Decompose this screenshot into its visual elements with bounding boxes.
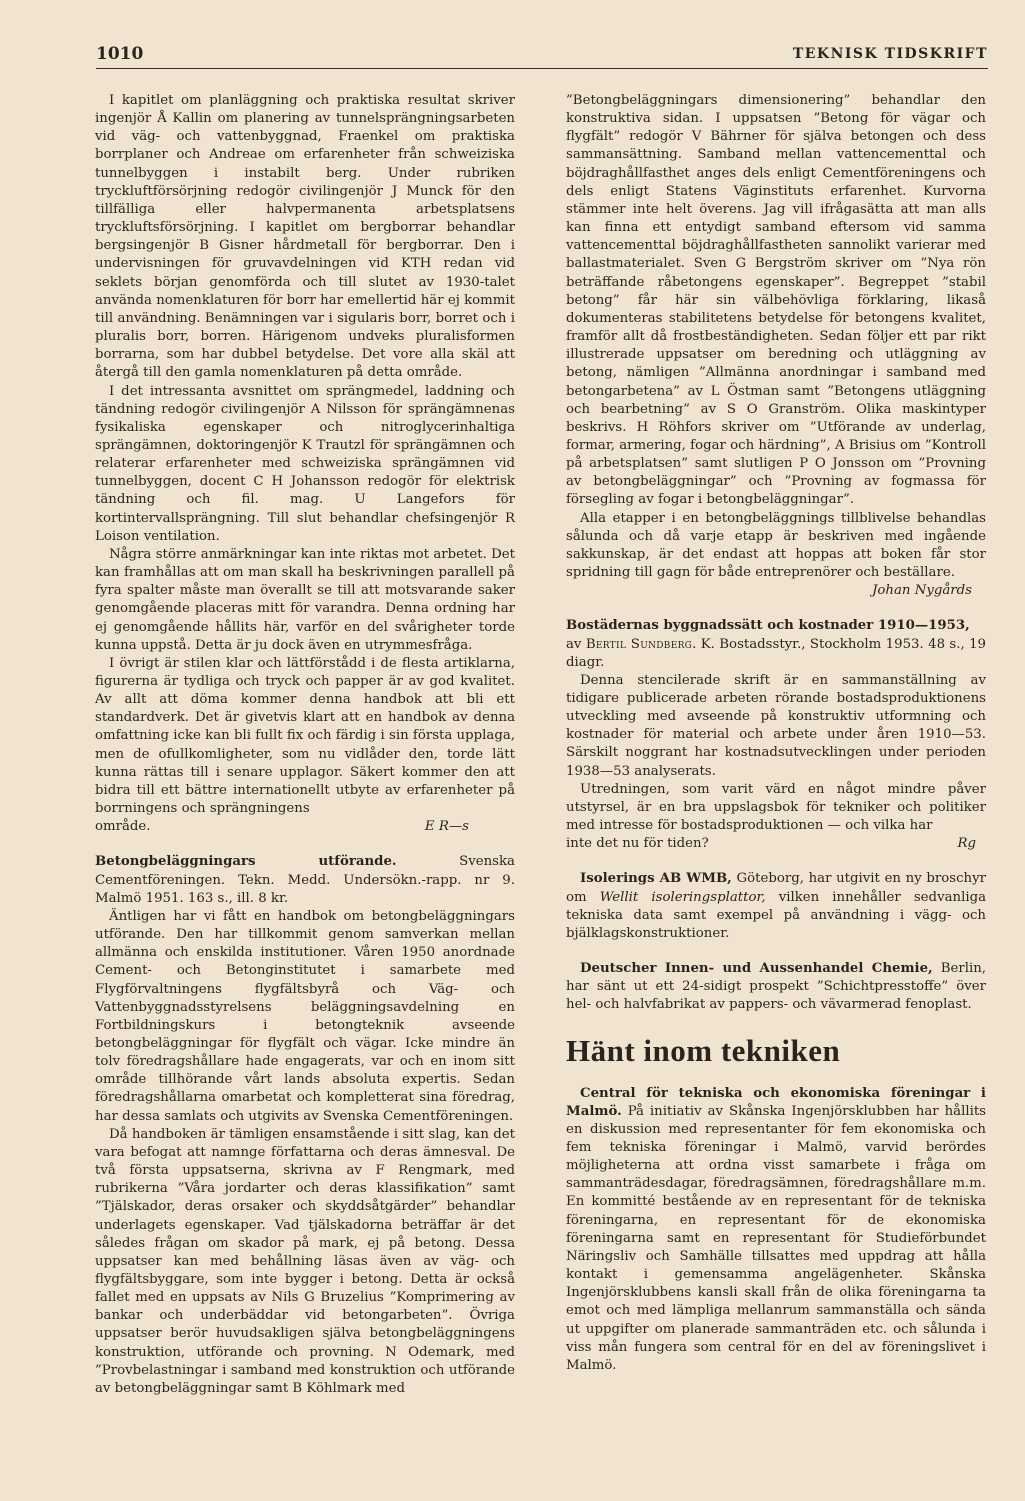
review3-meta-post: . K. Bostadsstyr., Stockholm 1953. 48 s., 19 diagr. bbox=[566, 636, 986, 670]
left-column bbox=[95, 92, 515, 1398]
review2-paragraph-1: Äntligen har vi fått en handbok om betongbeläggningars utförande. Den har tillkommit genom samverkan mellan allmänna och enskilda institutioner. Våren 1950 anordnade Cement- och Betonginstitutet i samarbete med Flygförvaltningens flygfältsbyrå och Väg- och Vattenbyggnadsstyrelsens beläggningsavdelning en Fortbildningskurs i betongteknik avseende betongbeläggningar för flygfält och vägar. Icke mindre än tolv föredragshållare hade engagerats, var och en inom sitt område tillhörande vårt lands absoluta expertis. Sedan föredragshållarna omarbetat och kompletterat sina föredrag, har dessa samlats och utgivits av Svenska Cementföreningen. bbox=[95, 908, 515, 1124]
review3-heading bbox=[566, 617, 986, 671]
review1-paragraph-4: I övrigt är stilen klar och lättförstådd i de flesta artiklarna, figurerna är tydliga och tryck och papper är av god kvalitet. Av allt att döma kommer denna handbok att bli ett standardverk. Det är givetvis klart att en handbok av denna omfattning icke kan bli fullt fix och färdig i sin första upplaga, men de ofullkomligheter, som nu vidlåder den, torde lätt kunna rättas till i senare upplagor. Säkert kommer den att bidra till ett bättre internationellt utbyte av erfarenheter på borrningens och sprängningens bbox=[95, 655, 515, 817]
right-column bbox=[566, 92, 986, 1375]
review1-paragraph-2: I det intressanta avsnittet om sprängmedel, laddning och tändning redogör civilingenjör A Nilsson för sprängämnenas fysikaliska egenskaper och nitroglycerinhaltiga sprängämnen, doktoringenjör K Trautzl för sprängämnen och relaterar erfarenheter med schweiziska sprängämnen vid tunnelbyggen, docent C H Johansson redogör för elektrisk tändning och fil. mag. U Langefors för kortintervallsprängning. Till slut behandlar chefsingenjör R Loison ventilation. bbox=[95, 383, 515, 544]
review2-signature: Johan Nygårds bbox=[872, 583, 972, 599]
review3-closing-line bbox=[566, 835, 986, 853]
section-item-title: Central för tekniska och ekonomiska föreningar i Malmö. bbox=[566, 1085, 986, 1119]
section-item-text: På initiativ av Skånska Ingenjörsklubben har hållits en diskussion med representanter för fem ekonomiska och fem tekniska föreningar i Malmö, varvid berördes möjligheterna att ordna visst samarbete i fråga om sammanträdesdagar, föredragsämnen, föredragshållare m.m. En kommitté bestående av en representant för de tekniska föreningarna, en representant för de ekonomiska föreningarna samt en representant för Studieförbundet Näringsliv och Samhälle tillsattes med uppdrag att hålla kontakt i gemensamma angelägenheter. Skånska Ingenjörsklubbens kansli skall från de olika föreningarna ta emot och med lämpliga mellanrum sammanställa och sända ut uppgifter om planerade sammanträden etc. och sålunda i viss mån fungera som central för en del av föreningslivet i Malmö. bbox=[566, 1103, 986, 1373]
review3-meta-pre: av bbox=[566, 636, 586, 652]
review3-title: Bostädernas byggnadssätt och kostnader 1910—1953, bbox=[566, 618, 970, 634]
review3-signature: Rg bbox=[957, 836, 976, 852]
review1-paragraph-4-end: område. bbox=[95, 819, 151, 835]
review1-paragraph-3: Några större anmärkningar kan inte riktas mot arbetet. Det kan framhållas att om man skall ha beskrivningen parallell på fyra spalter måste man överallt se till att motsvarande saker genomgående placeras mitt för varandra. Denna ordning har ej genomgående hållits här, varför en del svårigheter torde kunna uppstå. Detta är ju dock även en utrymmesfråga. bbox=[95, 546, 515, 653]
review3-paragraph-1: Denna stencilerade skrift är en sammanställning av tidigare publicerade arbeten rörande bostadsproduktionens utveckling med avseende på konstruktiv utformning och kostnader för material och arbete under åren 1910—53. Särskilt noggrant har kostnadsutvecklingen under perioden 1938—53 analyserats. bbox=[566, 672, 986, 779]
page-number: 1010 bbox=[96, 44, 144, 64]
review2-heading bbox=[95, 853, 515, 907]
review3-paragraph-2: Utredningen, som varit värd en något mindre påver utstyrsel, är en bra uppslagsbok för tekniker och politiker med intresse för bostadsproduktionen — och vilka har bbox=[566, 781, 986, 834]
review1-closing-line bbox=[95, 818, 515, 836]
review1-signature: E R—s bbox=[424, 819, 469, 835]
notice1-text-pre: Göteborg, har utgivit en ny broschyr om bbox=[566, 871, 986, 905]
notice2-text: Berlin, har sänt ut ett 24-sidigt prospekt ”Schichtpresstoffe” över hel- och halvfabrikat av pappers- och vävarmerad fenoplast. bbox=[566, 961, 986, 1013]
page-header bbox=[96, 38, 988, 69]
section-title: Hänt inom tekniken bbox=[566, 1032, 841, 1068]
notice-deutscher bbox=[566, 960, 986, 1014]
notice1-title: Isolerings AB WMB, bbox=[580, 871, 732, 887]
notice1-product: Wellit isoleringsplattor, bbox=[599, 889, 766, 905]
journal-title: TEKNISK TIDSKRIFT bbox=[792, 46, 988, 62]
review2-paragraph-2: Då handboken är tämligen ensamstående i sitt slag, kan det vara befogat att namnge författarna och deras ämnesval. De två första uppsatserna, skrivna av F Rengmark, med rubrikerna ”Våra jordarter och deras klassifikation” samt ”Tjälskador, deras orsaker och skyddsåtgärder” behandlar underlagets egenskaper. Vad tjälskadorna beträffar är det således frågan om skador på mark, ej på betong. Dessa uppsatser kan med behållning läsas även av väg- och flygfältsbyggare, som inte bygger i betong. Detta är också fallet med en uppsats av Nils G Bruzelius ”Komprimering av bankar och underbäddar vid betongarbeten”. Övriga uppsatser berör huvudsakligen själva betongbeläggningens konstruktion, utförande och provning. N Odemark, med ”Provbelastningar i samband med konstruktion och utförande av betongbeläggningar samt B Köhlmark med bbox=[95, 1126, 515, 1396]
review2-cont-paragraph-1: ”Betongbeläggningars dimensionering” behandlar den konstruktiva sidan. I uppsatsen ”Betong för vägar och flygfält” redogör V Bährner för själva betongen och dess sammansättning. Samband mellan vattencementtal och böjdraghållfasthet anges dels enligt Cementföreningens och dels enligt Statens Väginstituts erfarenhet. Kurvorna stämmer inte helt överens. Jag vill ifrågasätta att man alls kan finna ett entydigt samband eftersom vid samma vattencementtal böjdraghållfastheten sannolikt varierar med ballastmaterialet. Sven G Bergström skriver om ”Nya rön beträffande råbetongens egenskaper”. Begreppet ”stabil betong” får här sin välbehövliga förklaring, likaså dokumenteras stabilitetens betydelse för betongens kvalitet, framför allt då frostbeständigheten. Sedan följer ett par rikt illustrerade uppsatser om beredning och utläggning av betong, nämligen ”Allmänna anordningar i samband med betongarbetena” av L Östman samt ”Betongens utläggning och bearbetning” av S O Granström. Olika maskintyper beskrivs. H Röhfors skriver om ”Utförande av underlag, formar, armering, fogar och härdning”, A Brisius om ”Kontroll på arbetsplatsen” samt slutligen P O Jonsson om ”Provning av betongbeläggningar” och ”Provning av fogmassa för försegling av fogar i betongbeläggningar”. bbox=[566, 93, 986, 508]
review3-paragraph-2-end: inte det nu för tiden? bbox=[566, 836, 709, 852]
notice-isolerings bbox=[566, 870, 986, 943]
review1-paragraph-1: I kapitlet om planläggning och praktiska resultat skriver ingenjör Å Kallin om planering av tunnelsprängningsarbeten vid väg- och vattenbyggnad, Fraenkel om praktiska borrplaner och Andreae om erfarenheter från schweiziska tunnelbyggen i instabilt berg. Under rubriken tryckluftförsörjning redogör civilingenjör J Munck för den tillfälliga eller halvpermanenta arbetsplatsens tryckluftsförsörjning. I kapitlet om bergborrar behandlar bergsingenjör B Gisner hårdmetall för bergborrar. Den i undervisningen för gruvavdelningen vid KTH redan vid seklets början genomförda och till slutet av 1930-talet använda nomenklaturen för borr har emellertid här ej kommit till användning. Benämningen var i sigularis borr, borret och i pluralis borr, borren. Härigenom undveks pluralisformen borrarna, som har dubbel betydelse. Det vore alla skäl att återgå till den gamla nomenklaturen på detta område. bbox=[95, 93, 515, 381]
section-item bbox=[566, 1085, 986, 1376]
notice1-text-post: vilken innehåller sedvanliga tekniska data samt exempel på användning i vägg- och bjälklagskonstruktioner. bbox=[566, 889, 987, 941]
review3-author: Bertil Sundberg bbox=[585, 636, 693, 652]
review2-title: Betongbeläggningars utförande. bbox=[95, 854, 397, 870]
review2-meta: Svenska Cementföreningen. Tekn. Medd. Undersökn.-rapp. nr 9. Malmö 1951. 163 s., ill. 8 kr. bbox=[95, 854, 515, 906]
review2-cont-paragraph-2: Alla etapper i en betongbeläggnings tillblivelse behandlas sålunda och då varje etapp är beskriven med ingående sakkunskap, är det endast att hoppas att boken får stor spridning till gagn för både entreprenörer och beställare. bbox=[566, 510, 986, 581]
notice2-title: Deutscher Innen- und Aussenhandel Chemie, bbox=[580, 961, 933, 977]
